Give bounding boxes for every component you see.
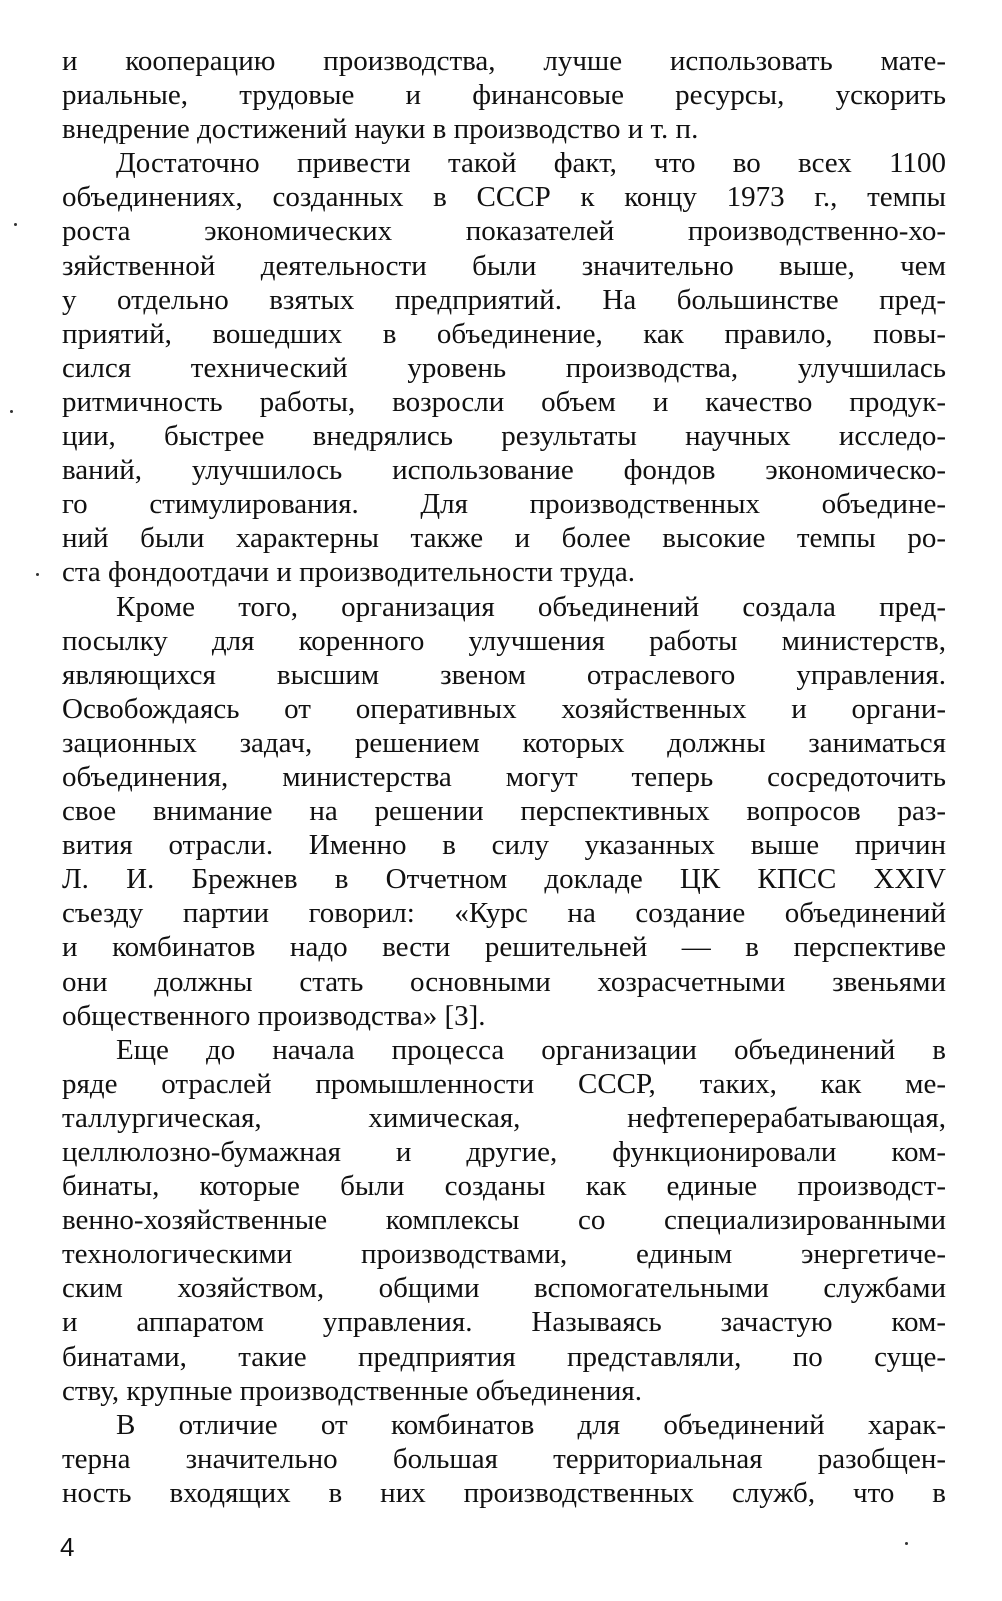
text-line: посылку для коренного улучшения работы министерств, [62,624,946,657]
text-line: бинатами, такие предприятия представляли, по суще- [62,1340,946,1373]
text-line: зационных задач, решением которых должны заниматься [62,726,946,759]
text-line: ний были характерны также и более высокие темпы ро- [62,522,946,555]
paragraph-5 [62,1408,946,1510]
scan-speck [905,1542,908,1545]
document-body [62,44,946,1510]
paragraph-2 [62,146,946,589]
text-line: съезду партии говорил: «Курс на создание объединений [62,897,946,930]
text-line: сился технический уровень производства, улучшилась [62,351,946,384]
text-line: вития отрасли. Именно в силу указанных выше причин [62,829,946,862]
text-line: ции, быстрее внедрялись результаты научных исследо- [62,420,946,453]
text-line: внедрение достижений науки в производство и т. п. [62,113,699,146]
text-line: Л. И. Брежнев в Отчетном докладе ЦК КПСС XXIV [62,863,946,896]
text-line: ряде отраслей промышленности СССР, таких, как ме- [62,1067,946,1100]
text-line: технологическими производствами, единым энергетиче- [62,1238,946,1271]
text-line: у отдельно взятых предприятий. На большинстве пред- [62,283,946,316]
scan-speck [10,410,13,413]
text-line: таллургическая, химическая, нефтеперерабатывающая, [62,1101,946,1134]
text-line: го стимулирования. Для производственных объедине- [62,488,946,521]
text-line: и кооперацию производства, лучше использовать мате- [62,45,946,77]
text-line: Еще до начала процесса организации объединений в [116,1033,946,1066]
text-line: Достаточно привести такой факт, что во всех 1100 [116,147,946,180]
text-line: объединениях, созданных в СССР к концу 1973 г., темпы [62,181,946,214]
text-line: зяйственной деятельности были значительно выше, чем [62,249,946,282]
text-line: и комбинатов надо вести решительней — в перспективе [62,931,946,964]
text-line: риальные, трудовые и финансовые ресурсы, ускорить [62,79,946,112]
text-line: ность входящих в них производственных служб, что в [62,1476,946,1509]
text-line: бинаты, которые были созданы как единые производст- [62,1170,946,1203]
text-line: целлюлозно-бумажная и другие, функционировали ком- [62,1136,946,1168]
text-line: ритмичность работы, возросли объем и качество продук- [62,385,946,418]
text-line: являющихся высшим звеном отраслевого управления. [62,658,946,691]
text-line: венно-хозяйственные комплексы со специализированными [62,1204,946,1237]
text-line: Кроме того, организация объединений создала пред- [116,590,946,623]
scan-speck [14,223,17,226]
text-line: Освобождаясь от оперативных хозяйственных и органи- [62,692,946,725]
text-line: роста экономических показателей производственно-хо- [62,215,946,248]
text-line: ваний, улучшилось использование фондов экономическо- [62,454,946,487]
scan-speck [36,573,39,576]
paragraph-3 [62,590,946,1033]
text-line: они должны стать основными хозрасчетными звеньями [62,965,946,998]
paragraph-4 [62,1033,946,1408]
text-line: ству, крупные производственные объединения. [62,1374,642,1407]
text-line: объединения, министерства могут теперь сосредоточить [62,760,946,793]
text-line: ста фондоотдачи и производительности труда. [62,556,636,589]
page-number: 4 [60,1532,75,1562]
text-line: и аппаратом управления. Называясь зачастую ком- [62,1306,946,1339]
text-line: ским хозяйством, общими вспомогательными службами [62,1272,946,1305]
paragraph-1 [62,44,946,146]
text-line: свое внимание на решении перспективных вопросов раз- [62,795,946,828]
text-line: В отличие от комбинатов для объединений харак- [116,1408,946,1441]
text-line: приятий, вошедших в объединение, как правило, повы- [62,317,946,350]
text-line: терна значительно большая территориальная разобщен- [62,1442,946,1475]
text-line: общественного производства» [3]. [62,999,486,1032]
